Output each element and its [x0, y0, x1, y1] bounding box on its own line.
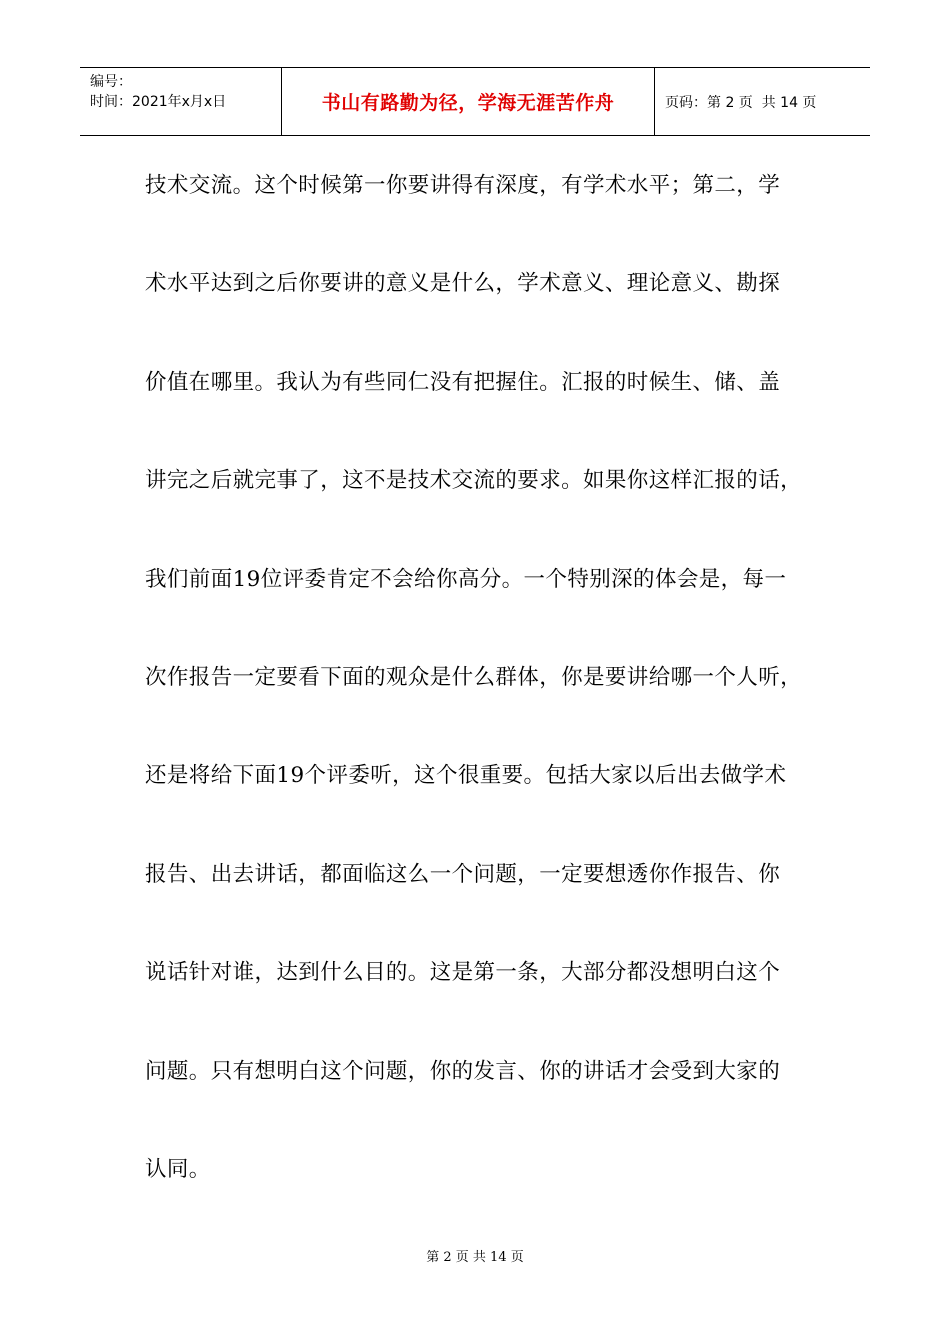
- page-footer: 第 2 页 共 14 页: [426, 1250, 524, 1265]
- body-line: 讲完之后就完事了，这不是技术交流的要求。如果你这样汇报的话，: [145, 468, 803, 494]
- document-time-label: 时间：2021年x月x日: [90, 94, 227, 110]
- body-line: 认同。: [145, 1156, 211, 1182]
- header-motto: 书山有路勤为径，学海无涯苦作舟: [321, 92, 615, 114]
- body-line: 我们前面19位评委肯定不会给你高分。一个特别深的体会是，每一: [145, 566, 787, 592]
- page-header: [80, 67, 870, 136]
- header-page-info: 页码：第 2 页 共 14 页: [665, 94, 817, 111]
- body-line: 说话针对谁，达到什么目的。这是第一条，大部分都没想明白这个: [145, 960, 781, 986]
- body-line: 问题。只有想明白这个问题，你的发言、你的讲话才会受到大家的: [145, 1058, 781, 1084]
- body-line: 次作报告一定要看下面的观众是什么群体，你是要讲给哪一个人听，: [145, 664, 803, 690]
- body-line: 技术交流。这个时候第一你要讲得有深度，有学术水平；第二，学: [145, 173, 781, 198]
- body-line: 还是将给下面19个评委听，这个很重要。包括大家以后出去做学术: [145, 763, 787, 789]
- document-number-label: 编号：: [90, 74, 132, 90]
- body-line: 价值在哪里。我认为有些同仁没有把握住。汇报的时候生、储、盖: [145, 369, 781, 395]
- body-line: 报告、出去讲话，都面临这么一个问题，一定要想透你作报告、你: [145, 861, 781, 887]
- header-motto-cell: [282, 68, 655, 135]
- header-meta: [80, 68, 282, 135]
- body-line: 术水平达到之后你要讲的意义是什么，学术意义、理论意义、勘探: [145, 271, 781, 297]
- document-body: [145, 160, 805, 1242]
